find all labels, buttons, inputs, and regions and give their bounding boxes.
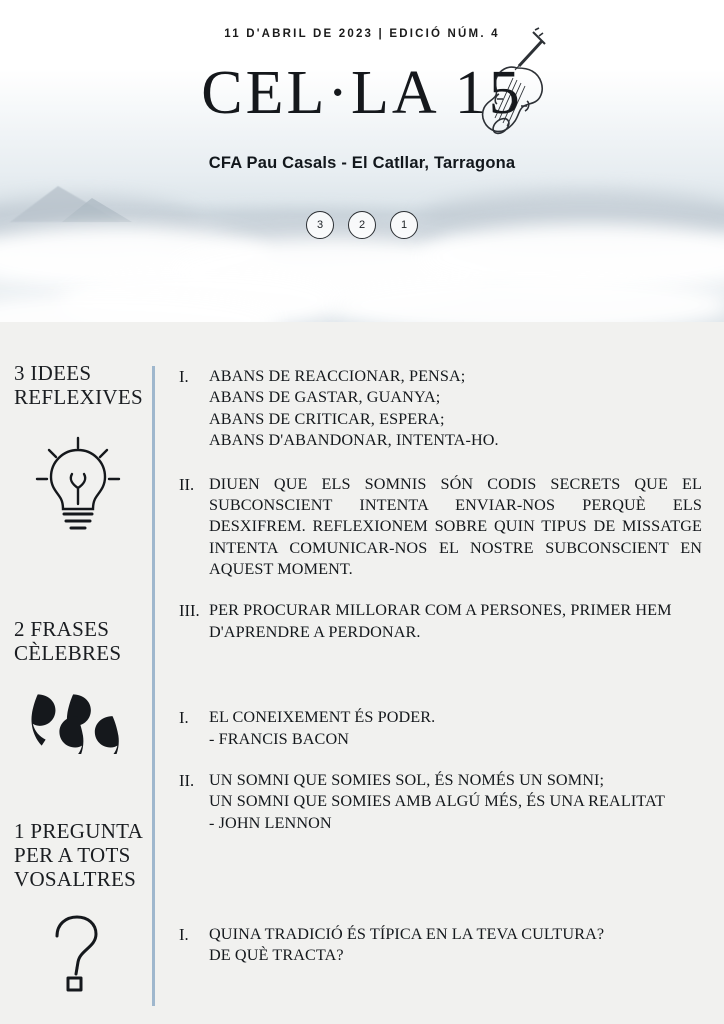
dateline: 11 D'ABRIL DE 2023 | EDICIÓ NÚM. 4 <box>224 28 500 40</box>
lightbulb-icon-wrap <box>14 436 152 532</box>
list-item <box>179 770 702 834</box>
ideas-list <box>179 366 702 643</box>
section-heading-ideas <box>14 362 152 410</box>
item-author: - JOHN LENNON <box>209 813 332 832</box>
list-item <box>179 924 702 967</box>
list-item <box>179 366 702 452</box>
item-line: EL CONEIXEMENT ÉS PODER. <box>209 708 436 727</box>
item-text: PER PROCURAR MILLORAR COM A PERSONES, PRIMER HEM D'APRENDRE A PERDONAR. <box>209 601 672 641</box>
badge-1: 1 <box>390 211 418 239</box>
organization-subtitle: CFA Pau Casals - El Catllar, Tarragona <box>208 154 516 172</box>
section-heading-question-line1: 1 PREGUNTA <box>14 818 144 843</box>
section-heading-question <box>14 820 152 892</box>
quotes-list <box>179 707 702 834</box>
quotation-marks-icon <box>24 686 142 754</box>
item-text <box>209 707 702 750</box>
question-mark-icon <box>41 914 115 994</box>
question-mark-icon-wrap <box>14 914 152 994</box>
page-title: CEL·LA 15 <box>201 59 523 127</box>
item-author: - FRANCIS BACON <box>209 729 350 748</box>
item-number: II. <box>179 770 195 790</box>
list-item <box>179 600 702 643</box>
section-heading-quotes <box>14 618 152 666</box>
item-line: UN SOMNI QUE SOMIES AMB ALGÚ MÉS, ÉS UNA REALITAT <box>209 792 665 811</box>
item-number: I. <box>179 367 189 386</box>
section-heading-question-line2: PER A TOTS <box>14 842 131 867</box>
item-number: II. <box>179 474 195 494</box>
lightbulb-icon <box>35 436 121 532</box>
item-line: QUINA TRADICIÓ ÉS TÍPICA EN LA TEVA CULTURA? <box>209 925 605 943</box>
section-badges <box>0 211 724 239</box>
item-text <box>209 770 702 834</box>
item-number: I. <box>179 708 189 728</box>
left-column <box>0 322 152 1024</box>
section-heading-question-line3: VOSALTRES <box>14 866 137 891</box>
newsletter-header <box>0 0 724 322</box>
list-item <box>179 707 702 750</box>
section-heading-quotes-line2: CÈLEBRES <box>14 640 122 665</box>
item-line: ABANS DE GASTAR, GUANYA; <box>209 388 441 407</box>
badge-2: 2 <box>348 211 376 239</box>
item-line: ABANS D'ABANDONAR, INTENTA-HO. <box>209 431 499 450</box>
list-item <box>179 474 702 581</box>
right-column <box>155 322 724 1024</box>
newsletter-body <box>0 322 724 1024</box>
badge-3: 3 <box>306 211 334 239</box>
item-text <box>209 366 702 452</box>
quotation-marks-icon-wrap <box>14 686 152 754</box>
section-heading-quotes-line1: 2 FRASES <box>14 616 110 641</box>
item-line: ABANS DE CRITICAR, ESPERA; <box>209 409 445 428</box>
section-heading-ideas-line1: 3 IDEES <box>14 361 92 385</box>
item-number: III. <box>179 601 200 621</box>
section-heading-ideas-line2: REFLEXIVES <box>14 384 143 409</box>
item-text: DIUEN QUE ELS SOMNIS SÓN CODIS SECRETS QUE EL SUBCONSCIENT INTENTA ENVIAR-NOS PERQUÈ ELS DESXIFREM. REFLEXIONEM SOBRE QUIN TIPUS DE MISSATGE INTENTA COMUNICAR-NOS EL NOSTRE SUBCONSCIENT EN AQUEST MOMENT. <box>209 474 702 578</box>
item-text <box>209 924 702 967</box>
masthead <box>201 59 523 127</box>
item-number: I. <box>179 925 189 944</box>
item-line: ABANS DE REACCIONAR, PENSA; <box>209 367 466 385</box>
question-list <box>179 924 702 967</box>
item-line: DE QUÈ TRACTA? <box>209 946 344 965</box>
item-line: UN SOMNI QUE SOMIES SOL, ÉS NOMÉS UN SOMNI; <box>209 770 605 789</box>
